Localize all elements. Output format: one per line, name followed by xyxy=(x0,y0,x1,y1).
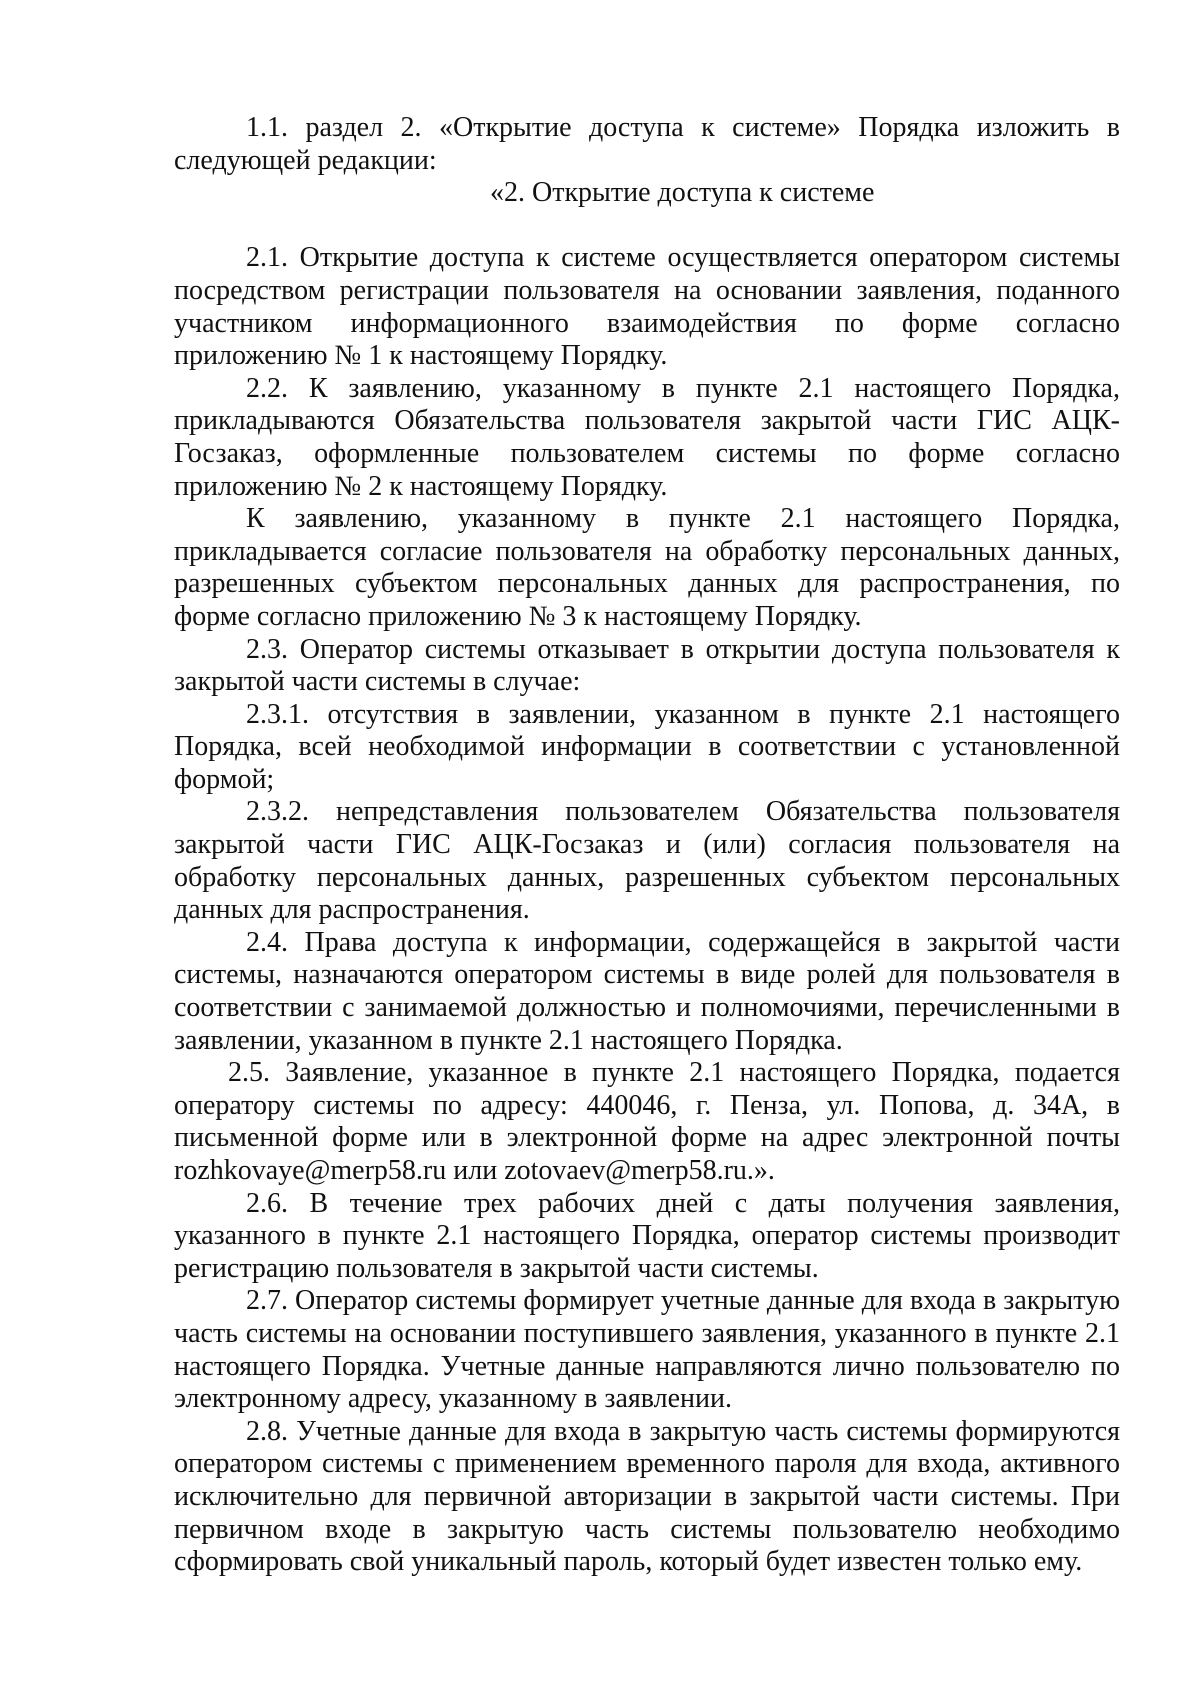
section-heading: «2. Открытие доступа к системе xyxy=(490,177,875,209)
paragraph-2-4: 2.4. Права доступа к информации, содержащейся в закрытой части системы, назначаются оператором системы в виде ролей для пользователя в соответствии с занимаемой должностью и полномочиями, перечисленными в заявлении, указанном в пункте 2.1 настоящего Порядка. xyxy=(174,926,1120,1056)
paragraph-2-1: 2.1. Открытие доступа к системе осуществляется оператором системы посредством регистрации пользователя на основании заявления, поданного участником информационного взаимодействия по форме согласно приложению № 1 к настоящему Порядку. xyxy=(174,242,1120,372)
paragraph-2-3-1: 2.3.1. отсутствия в заявлении, указанном в пункте 2.1 настоящего Порядка, всей необходимой информации в соответствии с установленной формой; xyxy=(174,698,1120,795)
paragraph-2-7: 2.7. Оператор системы формирует учетные данные для входа в закрытую часть системы на основании поступившего заявления, указанного в пункте 2.1 настоящего Порядка. Учетные данные направляются лично пользователю по электронному адресу, указанному в заявлении. xyxy=(174,1285,1120,1415)
intro-paragraph: 1.1. раздел 2. «Открытие доступа к системе» Порядка изложить в следующей редакции: xyxy=(174,112,1120,176)
document-page xyxy=(174,112,1120,1579)
paragraph-2-2: 2.2. К заявлению, указанному в пункте 2.1 настоящего Порядка, прикладываются Обязательства пользователя закрытой части ГИС АЦК-Госзаказ, оформленные пользователем системы по форме согласно приложению № 2 к настоящему Порядку. xyxy=(174,372,1120,502)
paragraph-2-6: 2.6. В течение трех рабочих дней с даты получения заявления, указанного в пункте 2.1 настоящего Порядка, оператор системы производит регистрацию пользователя в закрытой части системы. xyxy=(174,1187,1120,1284)
paragraph-2-5: 2.5. Заявление, указанное в пункте 2.1 настоящего Порядка, подается оператору системы по адресу: 440046, г. Пенза, ул. Попова, д. 34А, в письменной форме или в электронной форме на адрес электронной почты rozhkovaye@merp58.ru или zotovaev@merp58.ru.». xyxy=(174,1057,1120,1186)
paragraph-2-3-2: 2.3.2. непредставления пользователем Обязательства пользователя закрытой части ГИС АЦК-Госзаказ и (или) согласия пользователя на обработку персональных данных, разрешенных субъектом персональных данных для распространения. xyxy=(174,796,1120,926)
paragraph-2-2-consent: К заявлению, указанному в пункте 2.1 настоящего Порядка, прикладывается согласие пользователя на обработку персональных данных, разрешенных субъектом персональных данных для распространения, по форме согласно приложению № 3 к настоящему Порядку. xyxy=(174,503,1120,632)
blank-line xyxy=(174,210,1120,243)
paragraph-2-8: 2.8. Учетные данные для входа в закрытую часть системы формируются оператором системы с применением временного пароля для входа, активного исключительно для первичной авторизации в закрытой части системы. При первичном входе в закрытую часть системы пользователю необходимо сформировать свой уникальный пароль, который будет известен только ему. xyxy=(174,1415,1120,1578)
paragraph-2-3: 2.3. Оператор системы отказывает в открытии доступа пользователя к закрытой части системы в случае: xyxy=(174,633,1120,698)
